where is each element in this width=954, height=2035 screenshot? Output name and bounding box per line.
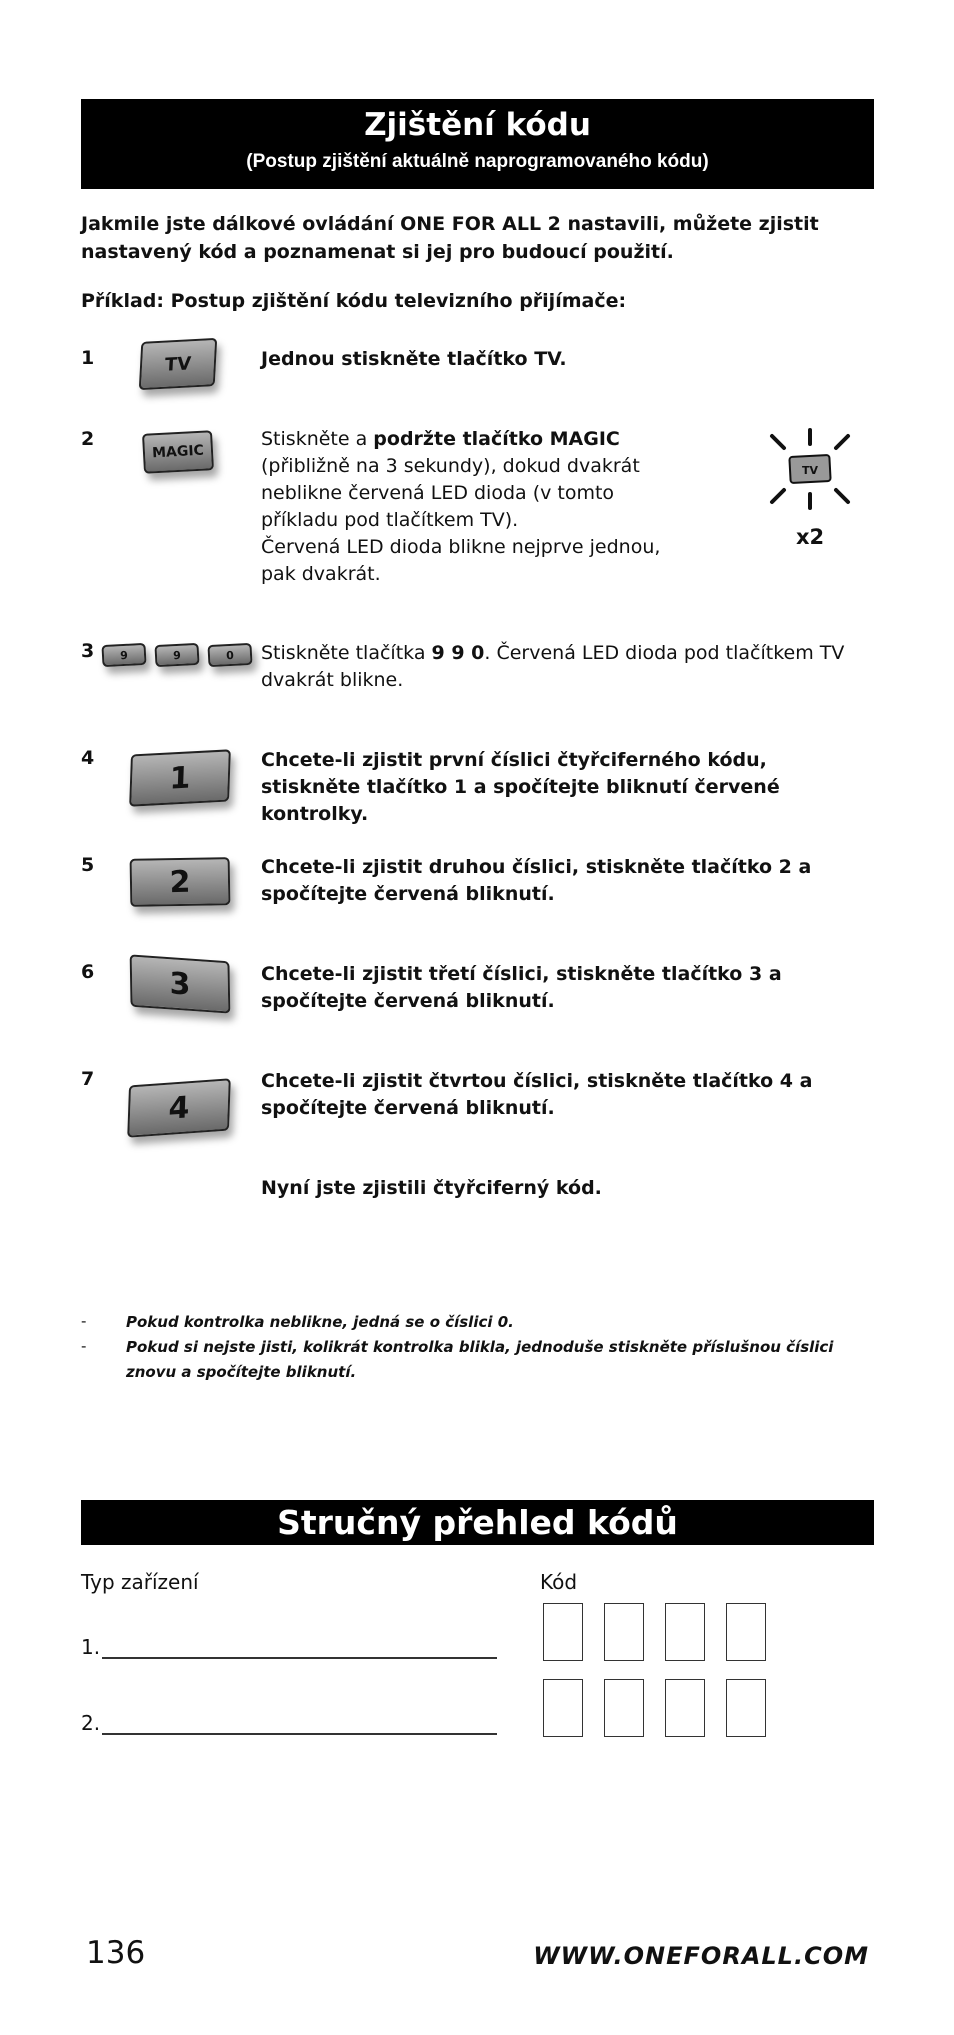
example-heading: Příklad: Postup zjištění kódu televizního přijímače: — [81, 290, 627, 312]
step-text: Jednou stiskněte tlačítko TV. — [261, 348, 567, 370]
note-bullet: - — [81, 1312, 87, 1330]
step-number: 3 — [81, 640, 95, 662]
step-number: 4 — [81, 747, 95, 769]
code-digit-box — [726, 1603, 766, 1661]
tv-key-icon: TV — [139, 338, 217, 390]
conclusion-text: Nyní jste zjistili čtyřciferný kód. — [261, 1177, 602, 1199]
digit-key-icon: 0 — [207, 643, 252, 667]
page-number: 136 — [86, 1935, 146, 1971]
flash-count: x2 — [796, 525, 825, 549]
flashing-led-icon — [762, 424, 858, 514]
code-digit-box — [665, 1679, 705, 1737]
digit-3-key-icon: 3 — [130, 954, 231, 1013]
step-text: Chcete-li zjistit první číslici čtyřciferného kódu, stiskněte tlačítko 1 a spočítejte bliknutí červené kontrolky. — [261, 749, 780, 825]
code-digit-box — [543, 1679, 583, 1737]
page-title: Zjištění kódu — [364, 107, 591, 143]
step-text: Chcete-li zjistit třetí číslici, stiskněte tlačítko 3 a spočítejte červená bliknutí. — [261, 963, 782, 1012]
code-digit-box — [665, 1603, 705, 1661]
note-bullet: - — [81, 1337, 87, 1355]
code-digit-box — [726, 1679, 766, 1737]
device-type-label: Typ zařízení — [81, 1570, 199, 1594]
section-header — [81, 99, 874, 189]
website-url: WWW.ONEFORALL.COM — [533, 1942, 869, 1970]
code-digit-box — [604, 1603, 644, 1661]
device-row: 1. — [81, 1635, 501, 1659]
summary-header: Stručný přehled kódů — [81, 1500, 874, 1545]
digit-2-key-icon: 2 — [130, 857, 231, 907]
step-text: Stiskněte a podržte tlačítko MAGIC (přibližně na 3 sekundy), dokud dvakrát neblikne červená LED dioda (v tomto příkladu pod tlačítkem TV). Červená LED dioda blikne nejprve jednou, pak dvakrát. — [261, 428, 661, 585]
code-label: Kód — [540, 1570, 578, 1594]
flash-key-label: TV — [801, 464, 819, 477]
step-number: 1 — [81, 347, 95, 369]
device-row: 2. — [81, 1711, 501, 1735]
digit-key-icon: 9 — [101, 643, 146, 667]
digit-key-icon: 9 — [154, 643, 199, 667]
code-digit-box — [604, 1679, 644, 1737]
step-number: 5 — [81, 854, 95, 876]
digit-1-key-icon: 1 — [129, 749, 231, 806]
step-number: 2 — [81, 428, 95, 450]
code-digit-box — [543, 1603, 583, 1661]
page-subtitle: (Postup zjištění aktuálně naprogramovaného kódu) — [246, 151, 709, 172]
step-text: Chcete-li zjistit druhou číslici, stiskněte tlačítko 2 a spočítejte červená bliknutí. — [261, 856, 812, 905]
note-text: Pokud kontrolka neblikne, jedná se o číslici 0. — [126, 1313, 514, 1331]
step-text: Stiskněte tlačítka 9 9 0. Červená LED dioda pod tlačítkem TV dvakrát blikne. — [261, 642, 845, 691]
note-text: Pokud si nejste jisti, kolikrát kontrolka blikla, jednoduše stiskněte příslušnou číslici znovu a spočítejte bliknutí. — [126, 1338, 834, 1381]
step-number: 7 — [81, 1068, 95, 1090]
step-number: 6 — [81, 961, 95, 983]
step-text: Chcete-li zjistit čtvrtou číslici, stiskněte tlačítko 4 a spočítejte červená bliknutí. — [261, 1070, 813, 1119]
magic-key-icon: MAGIC — [142, 430, 214, 474]
digit-4-key-icon: 4 — [127, 1078, 231, 1137]
intro-text: Jakmile jste dálkové ovládání ONE FOR ALL 2 nastavili, můžete zjistit nastavený kód a poznamenat si jej pro budoucí použití. — [81, 213, 819, 263]
